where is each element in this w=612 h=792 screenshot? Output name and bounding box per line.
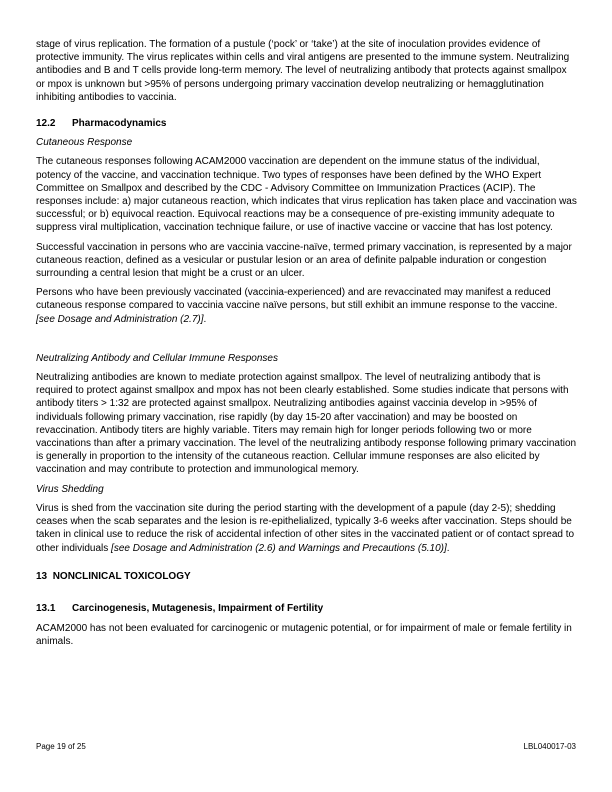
neutralizing-antibody-subheading: Neutralizing Antibody and Cellular Immune Responses (36, 352, 278, 364)
document-code: LBL040017-03 (523, 742, 576, 751)
page-number: Page 19 of 25 (36, 742, 86, 751)
cutaneous-paragraph-3: Persons who have been previously vaccinated (vaccinia-experienced) and are revaccinated may manifest a reduced cutaneous response compared to vaccinia vaccine naïve persons, but still exhibit an immune response to the vaccine. [see Dosage and Administration (2.7)]. (36, 287, 558, 325)
cutaneous-paragraph-2: Successful vaccination in persons who are vaccinia vaccine-naïve, termed primary vaccination, is represented by a major cutaneous reaction, defined as a vesicular or pustular lesion or an area of definite palpable induration or congestion surrounding a central lesion that might be a crust or an ulcer. (36, 241, 572, 280)
section-13-1-heading (36, 602, 577, 615)
carcinogenesis-paragraph: ACAM2000 has not been evaluated for carcinogenic or mutagenic potential, or for impairment of male or female fertility in animals. (36, 623, 572, 648)
dosage-reference: [see Dosage and Administration (2.7)] (36, 313, 204, 325)
warnings-reference: [see Dosage and Administration (2.6) and Warnings and Precautions (5.10)] (111, 542, 447, 554)
cutaneous-response-subheading: Cutaneous Response (36, 137, 133, 149)
cutaneous-paragraph-1: The cutaneous responses following ACAM2000 vaccination are dependent on the immune status of the individual, potency of the vaccine, and vaccination technique. Two types of responses have been defined by the WHO Expert Committee on Smallpox and described by the CDC - Advisory Committee on Immunization Practices (ACIP). The responses include: a) major cutaneous reaction, which indicates that virus replication has taken place and vaccination was successful; or b) equivocal reaction. Equivocal reactions may be a consequence of pre-existing immunity adequate to suppress viral multiplication, vaccination technique failure, or use of inactive vaccine or vaccine that has lost potency. (36, 156, 577, 234)
section-number: 13 (36, 570, 48, 582)
neutralizing-paragraph: Neutralizing antibodies are known to mediate protection against smallpox. The level of neutralizing antibody that is required to protect against smallpox and mpox has not been clearly established. Some studies indicate that persons with antibody titers > 1:32 are protected against smallpox. Neutralizing antibodies against vaccinia develop in >95% of individuals following primary vaccination, rise rapidly (by day 15-20 after vaccination) and may be boosted on revaccination. Antibody titers are highly variable. Titers may remain high for longer periods following two or more vaccinations than after a primary vaccination. The level of the neutralizing antibody response following primary vaccination is generally in proportion to the intensity of the cutaneous reaction. Cellular immune responses are also elicited by vaccination and may contribute to protection and immunological memory. (36, 372, 577, 476)
page-footer (36, 742, 576, 752)
virus-shedding-subheading: Virus Shedding (36, 483, 104, 495)
section-13-heading (36, 570, 577, 583)
section-number: 13.1 (36, 602, 56, 614)
virus-shedding-text: Virus is shed from the vaccination site during the period starting with the development of a papule (day 2-5); shedding ceases when the scab separates and the lesion is re-epithelialized, typically 3-6 weeks after vaccination. Steps should be taken in clinical use to reduce the risk of accidental infection of other sites in the vaccinated patient or of contact spread to other individuals (36, 502, 575, 554)
section-title: Pharmacodynamics (72, 118, 167, 130)
section-12-2-heading (36, 117, 577, 130)
virus-shedding-paragraph: Virus is shed from the vaccination site during the period starting with the development of a papule (day 2-5); shedding ceases when the scab separates and the lesion is re-epithelialized, typically 3-6 weeks after vaccination. Steps should be taken in clinical use to reduce the risk of accidental infection of other sites in the vaccinated patient or of contact spread to other individuals [see Dosage and Administration (2.6) and Warnings and Precautions (5.10)]. (36, 502, 575, 554)
section-number: 12.2 (36, 118, 56, 130)
section-title: Carcinogenesis, Mutagenesis, Impairment of Fertility (72, 602, 324, 614)
intro-paragraph: stage of virus replication. The formation of a pustule (‘pock’ or ‘take’) at the site of inoculation provides evidence of protective immunity. The virus replicates within cells and viral antigens are presented to the immune system. Neutralizing antibodies and B and T cells provide long-term memory. The level of neutralizing antibody that protects against smallpox or mpox is unknown but >95% of persons undergoing primary vaccination develop neutralizing or hemagglutination inhibiting antibodies to vaccinia. (36, 39, 570, 103)
page-content (36, 38, 577, 649)
section-title: NONCLINICAL TOXICOLOGY (52, 570, 191, 582)
cutaneous-paragraph-3-text: Persons who have been previously vaccinated (vaccinia-experienced) and are revaccinated may manifest a reduced cutaneous response compared to vaccinia vaccine naïve persons, but still exhibit an immune response to the vaccine. (36, 287, 558, 312)
